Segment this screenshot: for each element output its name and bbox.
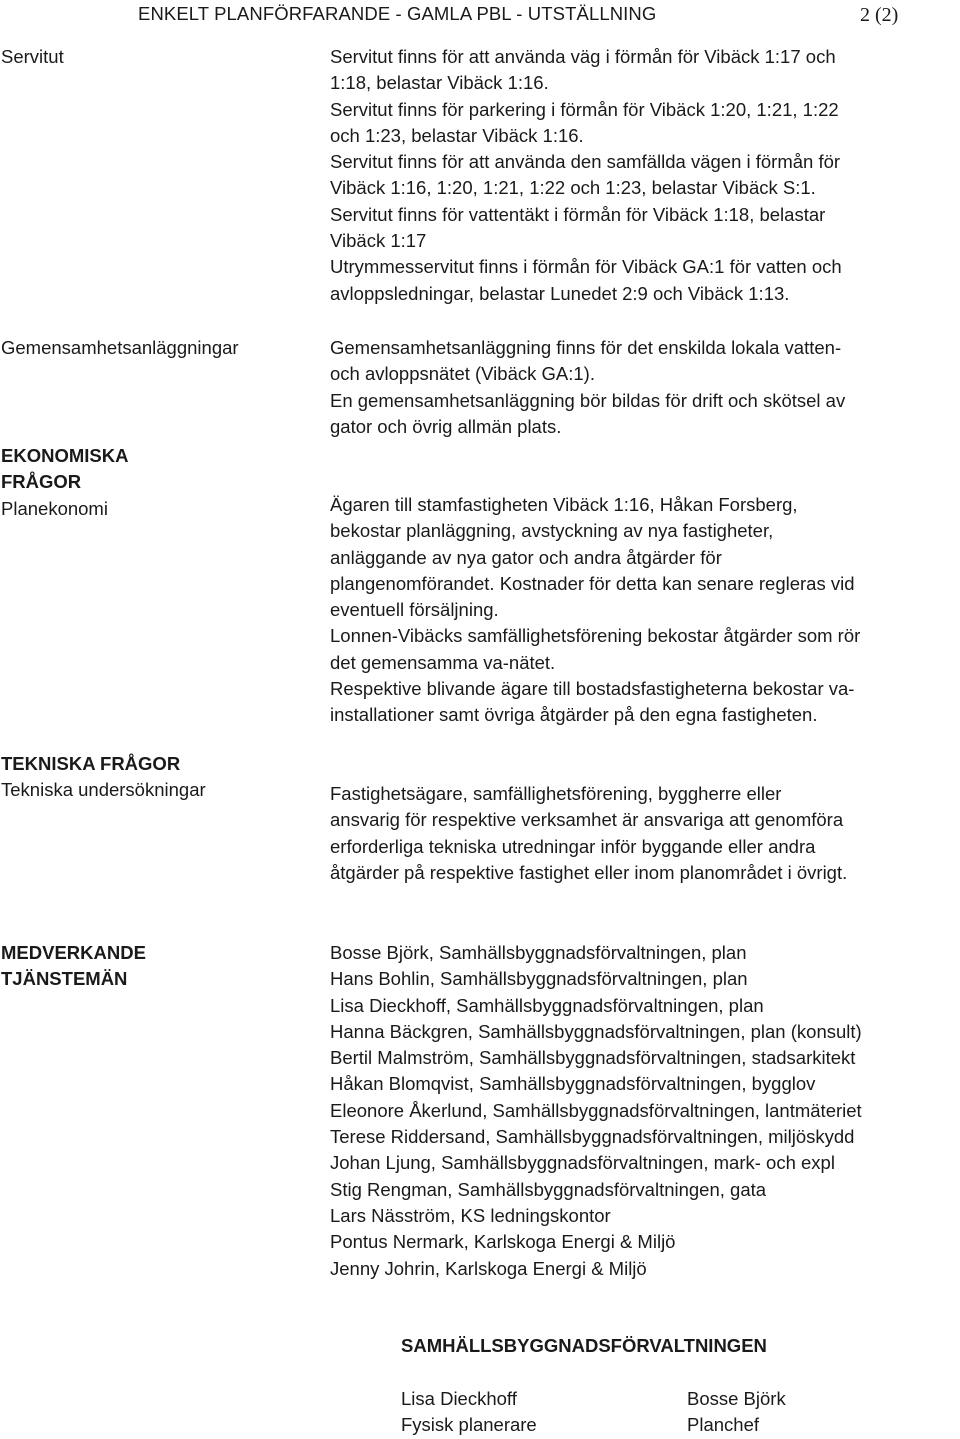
paragraph-line: bekostar planläggning, avstyckning av nya fastigheter, [330, 520, 774, 542]
staff-list-item: Jenny Johrin, Karlskoga Energi & Miljö [330, 1257, 647, 1279]
staff-list-item: Lars Näsström, KS ledningskontor [330, 1204, 611, 1226]
signatory-name: Bosse Björk [687, 1388, 786, 1409]
paragraph-line: det gemensamma va-nätet. [330, 651, 556, 673]
staff-list-item: Lisa Dieckhoff, Samhällsbyggnadsförvaltningen, plan [330, 994, 764, 1016]
paragraph-line: Fastighetsägare, samfällighetsförening, byggherre eller [330, 783, 782, 804]
staff-list-item: Johan Ljung, Samhällsbyggnadsförvaltningen, mark- och expl [330, 1152, 835, 1174]
section-heading-medverkande [1, 940, 301, 993]
staff-list-item: Terese Riddersand, Samhällsbyggnadsförvaltningen, miljöskydd [330, 1126, 855, 1148]
heading-line: TJÄNSTEMÄN [1, 968, 128, 990]
staff-list-item: Pontus Nermark, Karlskoga Energi & Miljö [330, 1231, 676, 1253]
staff-list-item: Håkan Blomqvist, Samhällsbyggnadsförvaltningen, bygglov [330, 1073, 816, 1095]
heading-line: MEDVERKANDE [1, 942, 146, 963]
paragraph-line: eventuell försäljning. [330, 599, 499, 621]
signatory-title: Fysisk planerare [401, 1414, 537, 1436]
section-label-planekonomi: Planekonomi [1, 497, 108, 519]
paragraph-line: erforderliga tekniska utredningar inför byggande eller andra [330, 835, 816, 857]
paragraph-line: Gemensamhetsanläggning finns för det enskilda lokala vatten- [330, 337, 842, 358]
paragraph-line: Vibäck 1:16, 1:20, 1:21, 1:22 och 1:23, belastar Vibäck S:1. [330, 177, 816, 199]
staff-list-item: Eleonore Åkerlund, Samhällsbyggnadsförvaltningen, lantmäteriet [330, 1099, 862, 1121]
paragraph-line: installationer samt övriga åtgärder på den egna fastigheten. [330, 704, 818, 726]
paragraph-line: gator och övrig allmän plats. [330, 415, 562, 437]
heading-line: FRÅGOR [1, 471, 82, 493]
section-label-servitut: Servitut [1, 46, 64, 67]
paragraph-line: Vibäck 1:17 [330, 230, 427, 252]
staff-list-item: Hans Bohlin, Samhällsbyggnadsförvaltningen, plan [330, 968, 748, 990]
paragraph-line: och 1:23, belastar Vibäck 1:16. [330, 124, 584, 146]
document-header-title: ENKELT PLANFÖRFARANDE - GAMLA PBL - UTSTÄLLNING [138, 3, 657, 24]
paragraph-line: Servitut finns för att använda den samfällda vägen i förmån för [330, 151, 841, 173]
paragraph-line: 1:18, belastar Vibäck 1:16. [330, 72, 549, 94]
paragraph-line: plangenomförandet. Kostnader för detta kan senare regleras vid [330, 572, 855, 594]
paragraph-line: Servitut finns för vattentäkt i förmån för Vibäck 1:18, belastar [330, 203, 826, 225]
staff-list-item: Bosse Björk, Samhällsbyggnadsförvaltningen, plan [330, 942, 747, 963]
signature-right [687, 1386, 786, 1439]
staff-list-item: Hanna Bäckgren, Samhällsbyggnadsförvaltningen, plan (konsult) [330, 1020, 862, 1042]
heading-line: TEKNISKA FRÅGOR [1, 753, 181, 774]
paragraph-line: anläggande av nya gator och andra åtgärder för [330, 546, 722, 568]
page-number: 2 (2) [860, 4, 899, 26]
paragraph-line: åtgärder på respektive fastighet eller inom planområdet i övrigt. [330, 861, 848, 883]
section-body-ekonomi [330, 492, 960, 729]
paragraph-line: Utrymmesservitut finns i förmån för Vibäck GA:1 för vatten och [330, 256, 842, 278]
paragraph-line: Servitut finns för att använda väg i förmån för Vibäck 1:17 och [330, 46, 836, 67]
paragraph-line: och avloppsnätet (Vibäck GA:1). [330, 363, 595, 385]
section-body-servitut [330, 44, 960, 307]
heading-line: EKONOMISKA [1, 445, 129, 466]
section-label-tekniska-undersokningar: Tekniska undersökningar [1, 779, 206, 801]
staff-list-item: Bertil Malmström, Samhällsbyggnadsförvaltningen, stadsarkitekt [330, 1047, 856, 1069]
section-heading-ekonomi [1, 443, 301, 522]
paragraph-line: Ägaren till stamfastigheten Vibäck 1:16, Håkan Forsberg, [330, 494, 798, 515]
section-body-gemensamhet [330, 335, 960, 440]
section-label-gemensamhet: Gemensamhetsanläggningar [1, 337, 239, 358]
signature-organization: SAMHÄLLSBYGGNADSFÖRVALTNINGEN [401, 1335, 767, 1356]
paragraph-line: Servitut finns för parkering i förmån för Vibäck 1:20, 1:21, 1:22 [330, 98, 839, 120]
paragraph-line: Lonnen-Vibäcks samfällighetsförening bekostar åtgärder som rör [330, 625, 861, 647]
signatory-name: Lisa Dieckhoff [401, 1388, 517, 1409]
section-body-medverkande [330, 940, 960, 1282]
signature-left [401, 1386, 537, 1439]
paragraph-line: ansvarig för respektive verksamhet är ansvariga att genomföra [330, 809, 844, 831]
section-heading-tekniska [1, 751, 301, 804]
staff-list-item: Stig Rengman, Samhällsbyggnadsförvaltningen, gata [330, 1178, 767, 1200]
paragraph-line: En gemensamhetsanläggning bör bildas för drift och skötsel av [330, 389, 846, 411]
paragraph-line: Respektive blivande ägare till bostadsfastigheterna bekostar va- [330, 678, 855, 700]
section-body-tekniska [330, 781, 960, 886]
signatory-title: Planchef [687, 1414, 759, 1436]
paragraph-line: avloppsledningar, belastar Lunedet 2:9 och Vibäck 1:13. [330, 282, 790, 304]
